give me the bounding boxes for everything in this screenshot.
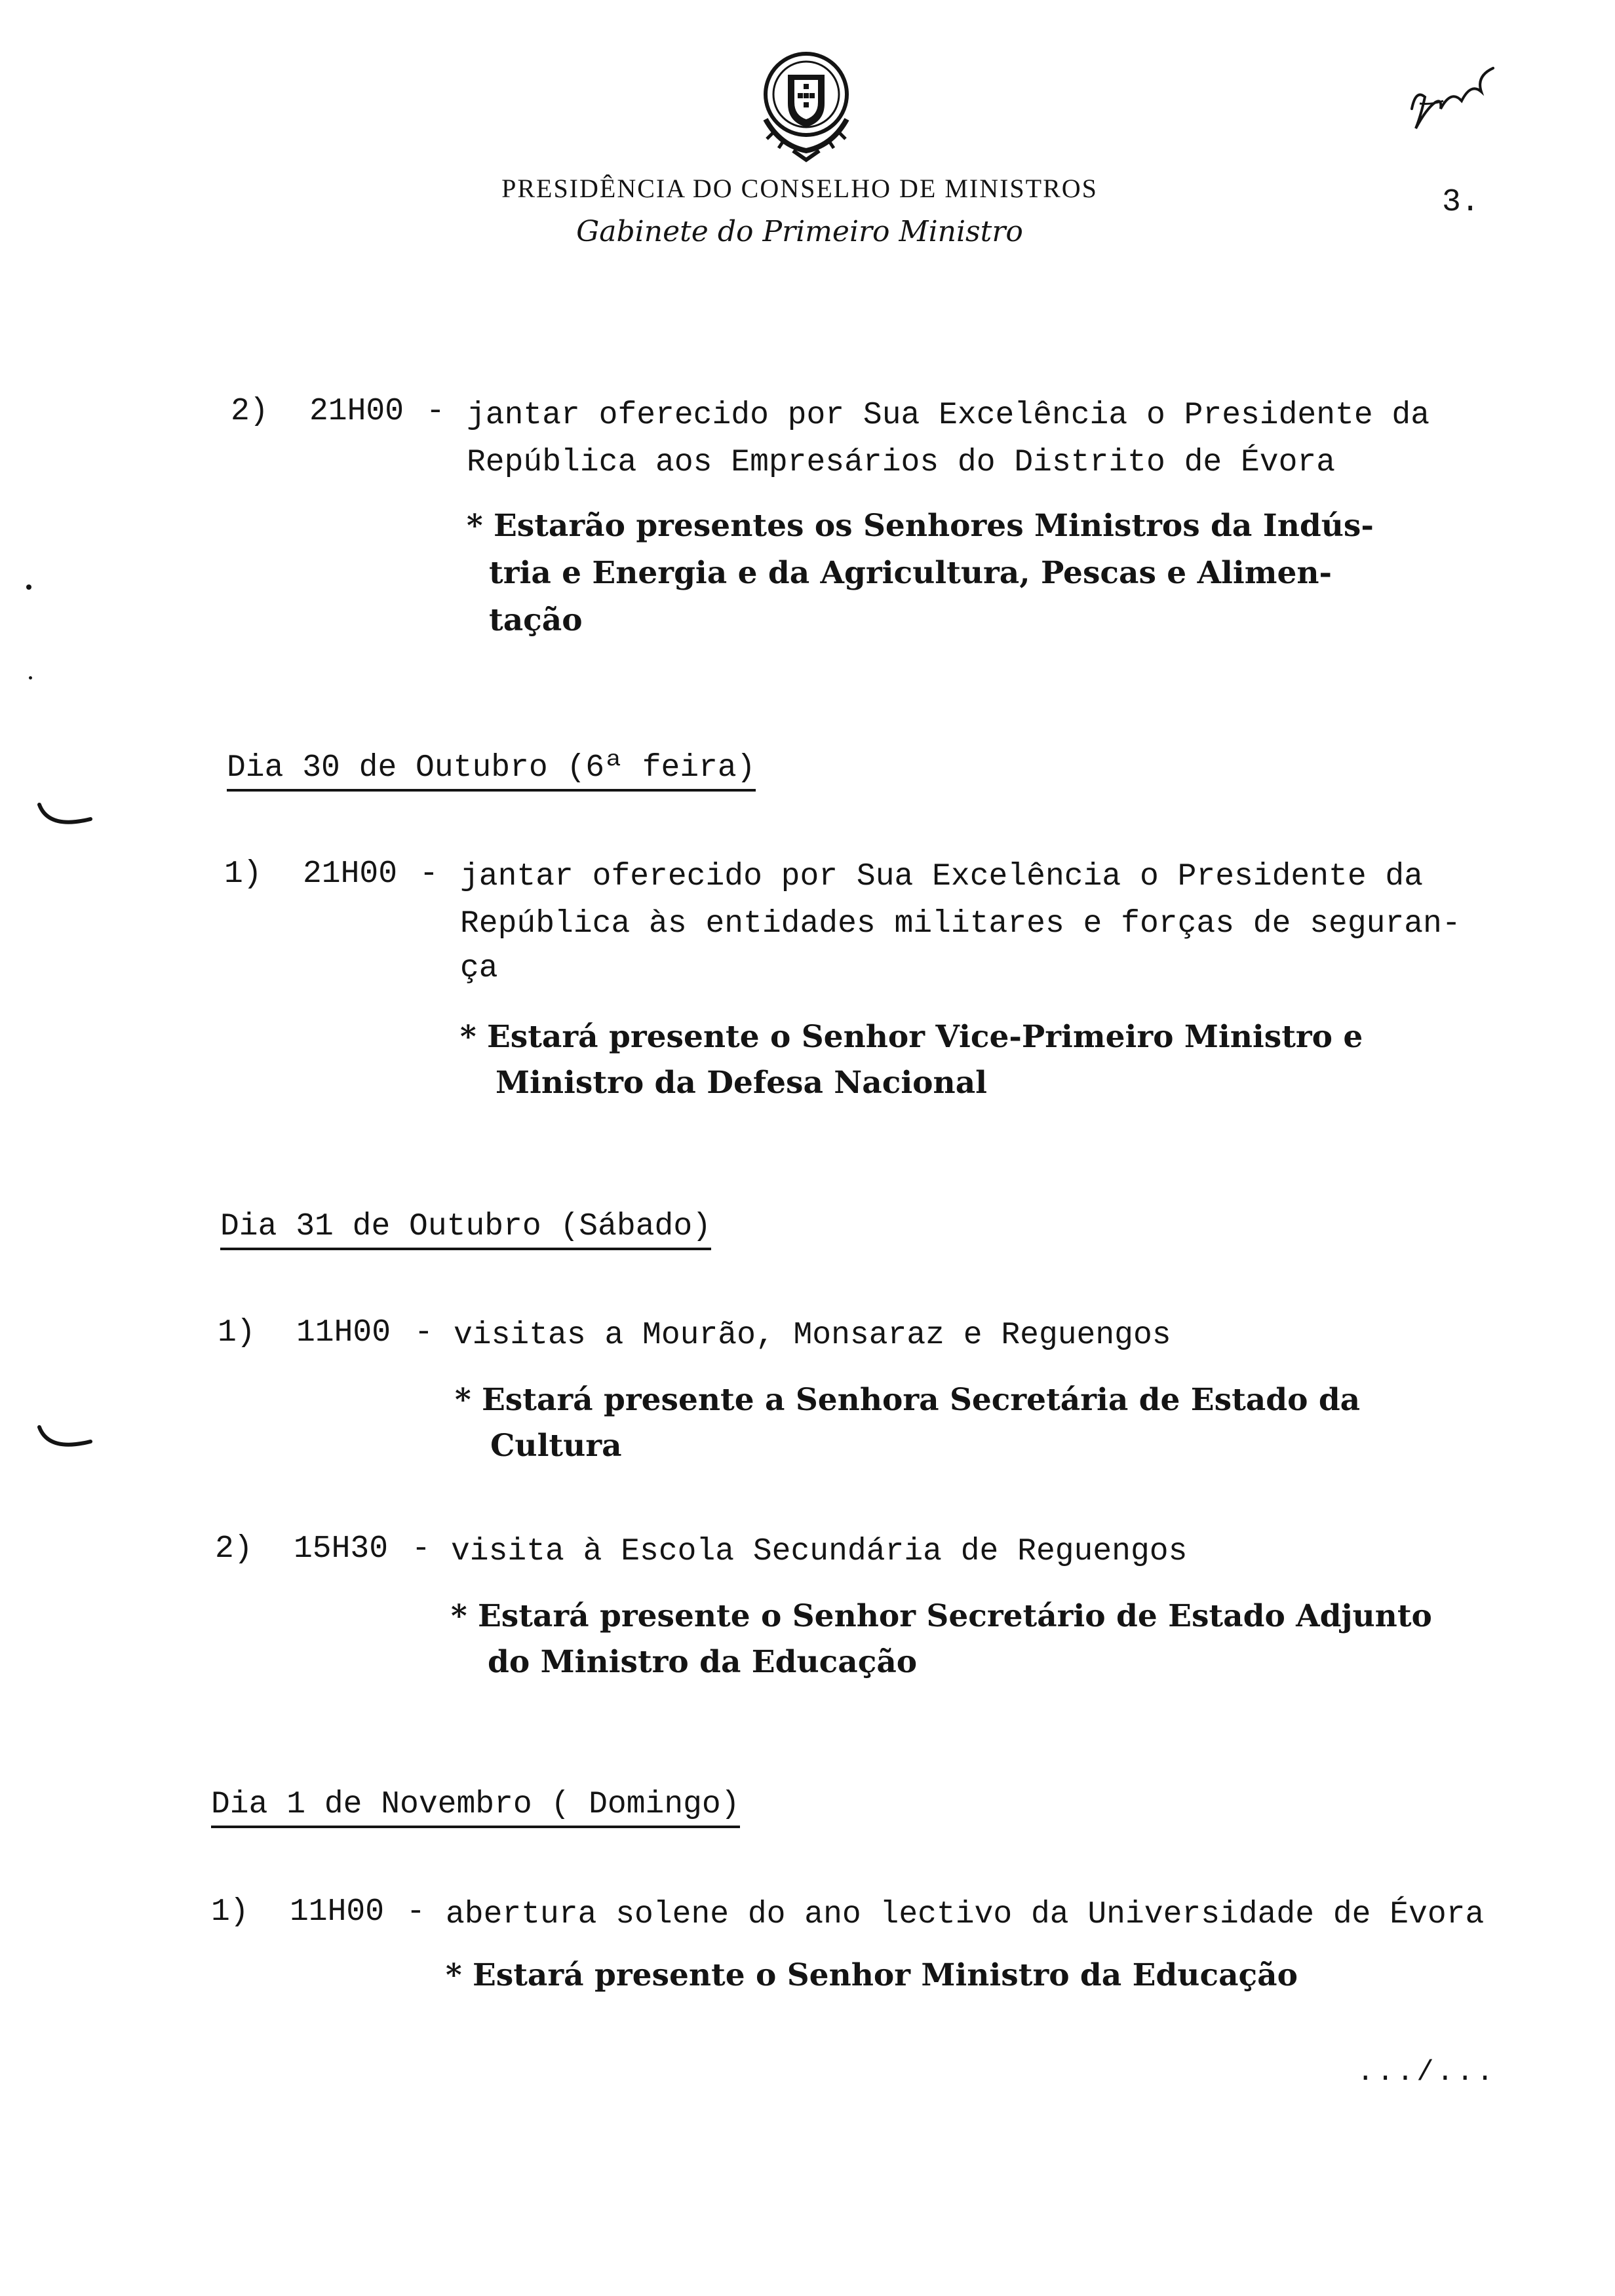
item-dash: - <box>412 1531 431 1567</box>
item-note-line: Cultura <box>490 1428 622 1464</box>
item-note-line: tria e Energia e da Agricultura, Pescas e Alimen- <box>489 555 1333 591</box>
item-dash: - <box>426 394 445 429</box>
item-number: 1) <box>224 856 262 892</box>
item-dash: - <box>406 1894 425 1930</box>
page-number: 3. <box>1442 185 1480 220</box>
coat-of-arms-emblem <box>747 41 865 165</box>
item-time: 11H00 <box>290 1894 385 1930</box>
item-note-line: * Estarão presentes os Senhores Ministros da Indús- <box>467 508 1374 544</box>
item-note-line: Ministro da Defesa Nacional <box>496 1065 988 1101</box>
item-number: 2) <box>231 394 269 429</box>
item-note-line: * Estará presente o Senhor Vice-Primeiro Ministro e <box>460 1019 1363 1055</box>
margin-dot <box>26 584 31 590</box>
day-heading-31-october: Dia 31 de Outubro (Sábado) <box>220 1207 711 1250</box>
item-description-line: visita à Escola Secundária de Reguengos <box>451 1534 1188 1569</box>
item-time: 21H00 <box>303 856 398 892</box>
institution-name: PRESIDÊNCIA DO CONSELHO DE MINISTROS <box>501 174 1098 203</box>
item-number: 1) <box>218 1315 256 1350</box>
continuation-marker: .../... <box>1357 2056 1496 2089</box>
cabinet-name: Gabinete do Primeiro Ministro <box>576 215 1023 248</box>
item-description-line: jantar oferecido por Sua Excelência o Presidente da <box>460 859 1424 894</box>
item-note-line: * Estará presente a Senhora Secretária de Estado da <box>455 1382 1361 1418</box>
handwritten-initials <box>1403 63 1501 142</box>
margin-dot <box>29 676 32 679</box>
item-note-line: tação <box>489 602 583 638</box>
margin-hole-punch-mark <box>35 801 94 833</box>
item-description-line: visitas a Mourão, Monsaraz e Reguengos <box>454 1318 1171 1353</box>
item-description-line: República às entidades militares e forças de seguran- <box>460 906 1461 942</box>
item-description-line: ça <box>460 951 498 986</box>
day-heading-30-october: Dia 30 de Outubro (6ª feira) <box>227 748 756 792</box>
item-description-line: República aos Empresários do Distrito de Évora <box>467 445 1336 480</box>
item-time: 15H30 <box>294 1531 389 1567</box>
item-dash: - <box>419 856 438 892</box>
item-description-line: abertura solene do ano lectivo da Universidade de Évora <box>446 1897 1485 1932</box>
margin-hole-punch-mark <box>35 1423 94 1456</box>
item-description-line: jantar oferecido por Sua Excelência o Presidente da <box>467 398 1430 433</box>
item-time: 21H00 <box>309 394 404 429</box>
item-time: 11H00 <box>296 1315 391 1350</box>
item-number: 1) <box>211 1894 249 1930</box>
item-note-line: * Estará presente o Senhor Ministro da Educação <box>446 1957 1298 1993</box>
item-note-line: do Ministro da Educação <box>488 1644 918 1680</box>
day-heading-1-november: Dia 1 de Novembro ( Domingo) <box>211 1785 740 1828</box>
item-note-line: * Estará presente o Senhor Secretário de Estado Adjunto <box>451 1598 1432 1634</box>
item-number: 2) <box>215 1531 253 1567</box>
item-dash: - <box>414 1315 433 1350</box>
